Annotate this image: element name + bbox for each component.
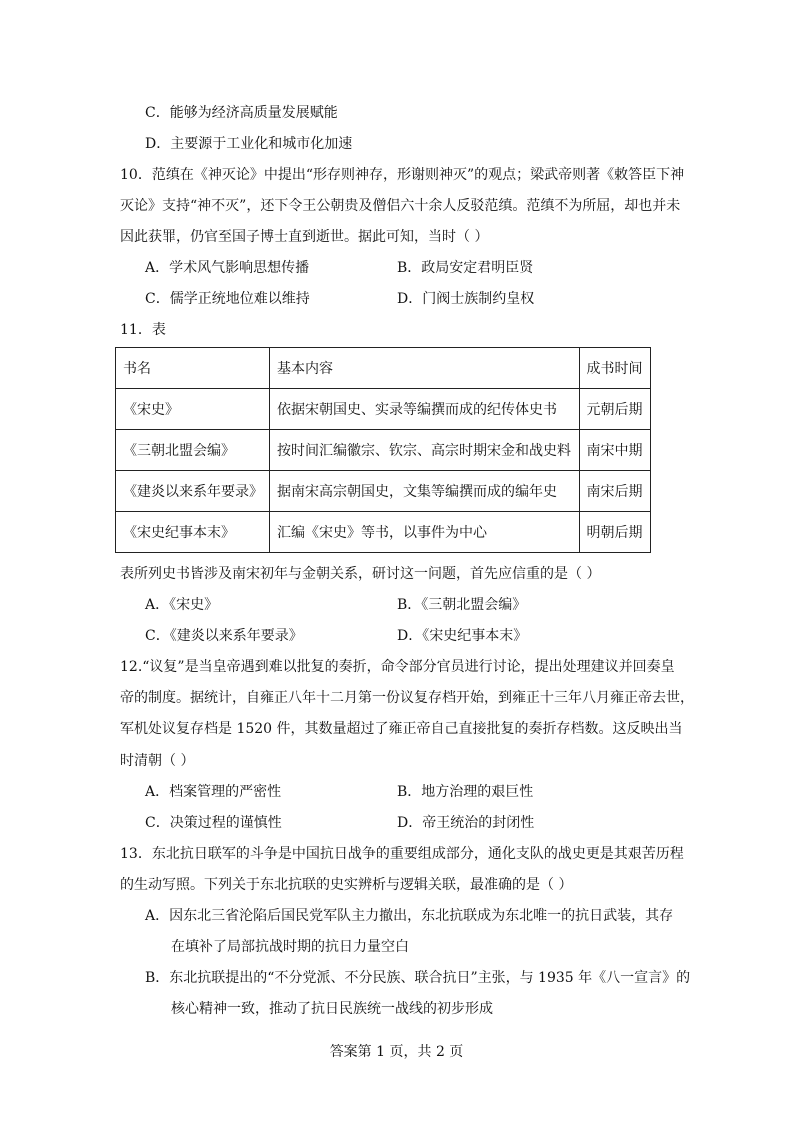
q9-option-c: C．能够为经济高质量发展赋能 xyxy=(145,105,338,121)
q13-option-a-line1: A．因东北三省沦陷后国民党军队主力撤出，东北抗联成为东北唯一的抗日武装，其存 xyxy=(145,908,674,924)
table-cell: 《三朝北盟会编》 xyxy=(116,430,270,471)
table-header-row xyxy=(116,348,651,389)
q12-stem-line2: 帝的制度。据统计，自雍正八年十二月第一份议复存档开始，到雍正十三年八月雍正帝去世， xyxy=(120,690,694,706)
table-row xyxy=(116,512,651,553)
table-cell: 《建炎以来系年要录》 xyxy=(116,471,270,512)
table-row xyxy=(116,430,651,471)
q12-stem-line1: 12.“议复”是当皇帝遇到难以批复的奏折，命令部分官员进行讨论，提出处理建议并回奏皇 xyxy=(120,659,675,675)
q13-option-b-line1: B．东北抗联提出的“不分党派、不分民族、联合抗日”主张，与 1935 年《八一宣言》的 xyxy=(145,970,691,986)
table-row xyxy=(116,389,651,430)
table-cell: 《宋史》 xyxy=(116,389,270,430)
q11-option-d: D．《宋史纪事本末》 xyxy=(397,628,528,644)
table-cell: 南宋中期 xyxy=(579,430,651,471)
table-cell: 《宋史纪事本末》 xyxy=(116,512,270,553)
q12-stem-line4: 时清朝（ ） xyxy=(120,753,195,769)
table-header-cell: 基本内容 xyxy=(270,348,580,389)
q12-option-d: D．帝王统治的封闭性 xyxy=(397,815,535,831)
table-cell: 元朝后期 xyxy=(579,389,651,430)
table-header-cell: 书名 xyxy=(116,348,270,389)
q13-option-b-line2: 核心精神一致，推动了抗日民族统一战线的初步形成 xyxy=(171,1001,493,1017)
table-cell: 南宋后期 xyxy=(579,471,651,512)
q11-option-b: B．《三朝北盟会编》 xyxy=(397,597,527,613)
q10-stem-line1: 10．范缜在《神灭论》中提出“形存则神存，形谢则神灭”的观点；梁武帝则著《敕答臣下神 xyxy=(120,167,685,183)
q12-option-a: A．档案管理的严密性 xyxy=(145,784,282,800)
table-row xyxy=(116,471,651,512)
q11-option-a: A．《宋史》 xyxy=(145,597,219,613)
q10-option-d: D．门阀士族制约皇权 xyxy=(397,291,535,307)
table-cell: 汇编《宋史》等书，以事件为中心 xyxy=(270,512,580,553)
q13-stem-line2: 的生动写照。下列关于东北抗联的史实辨析与逻辑关联，最准确的是（ ） xyxy=(120,877,573,893)
q10-option-c: C．儒学正统地位难以维持 xyxy=(145,291,310,307)
table-cell: 按时间汇编徽宗、钦宗、高宗时期宋金和战史料 xyxy=(270,430,580,471)
table-header-cell: 成书时间 xyxy=(579,348,651,389)
q10-option-b: B．政局安定君明臣贤 xyxy=(397,260,534,276)
q10-option-a: A．学术风气影响思想传播 xyxy=(145,260,310,276)
q12-stem-line3: 军机处议复存档是 1520 件，其数量超过了雍正帝自己直接批复的奏折存档数。这反映出当 xyxy=(120,721,683,737)
q12-option-b: B．地方治理的艰巨性 xyxy=(397,784,534,800)
table-cell: 据南宋高宗朝国史，文集等编撰而成的编年史 xyxy=(270,471,580,512)
table-cell: 明朝后期 xyxy=(579,512,651,553)
q13-stem-line1: 13．东北抗日联军的斗争是中国抗日战争的重要组成部分，通化支队的战史更是其艰苦历程 xyxy=(120,846,684,862)
q10-stem-line2: 灭论》支持“神不灭”，还下令王公朝贵及僧侣六十余人反驳范缜。范缜不为所屈，却也并未 xyxy=(120,198,681,214)
q12-option-c: C．决策过程的谨慎性 xyxy=(145,815,282,831)
q11-option-c: C．《建炎以来系年要录》 xyxy=(145,628,303,644)
q11-source-table xyxy=(115,347,651,553)
q10-stem-line3: 因此获罪，仍官至国子博士直到逝世。据此可知，当时（ ） xyxy=(120,229,489,245)
table-cell: 依据宋朝国史、实录等编撰而成的纪传体史书 xyxy=(270,389,580,430)
q11-stem: 表所列史书皆涉及南宋初年与金朝关系，研讨这一问题，首先应信重的是（ ） xyxy=(120,566,601,582)
q11-label: 11．表 xyxy=(120,322,166,338)
page-footer: 答案第 1 页，共 2 页 xyxy=(329,1044,464,1060)
q13-option-a-line2: 在填补了局部抗战时期的抗日力量空白 xyxy=(171,939,409,955)
q9-option-d: D．主要源于工业化和城市化加速 xyxy=(145,136,353,152)
